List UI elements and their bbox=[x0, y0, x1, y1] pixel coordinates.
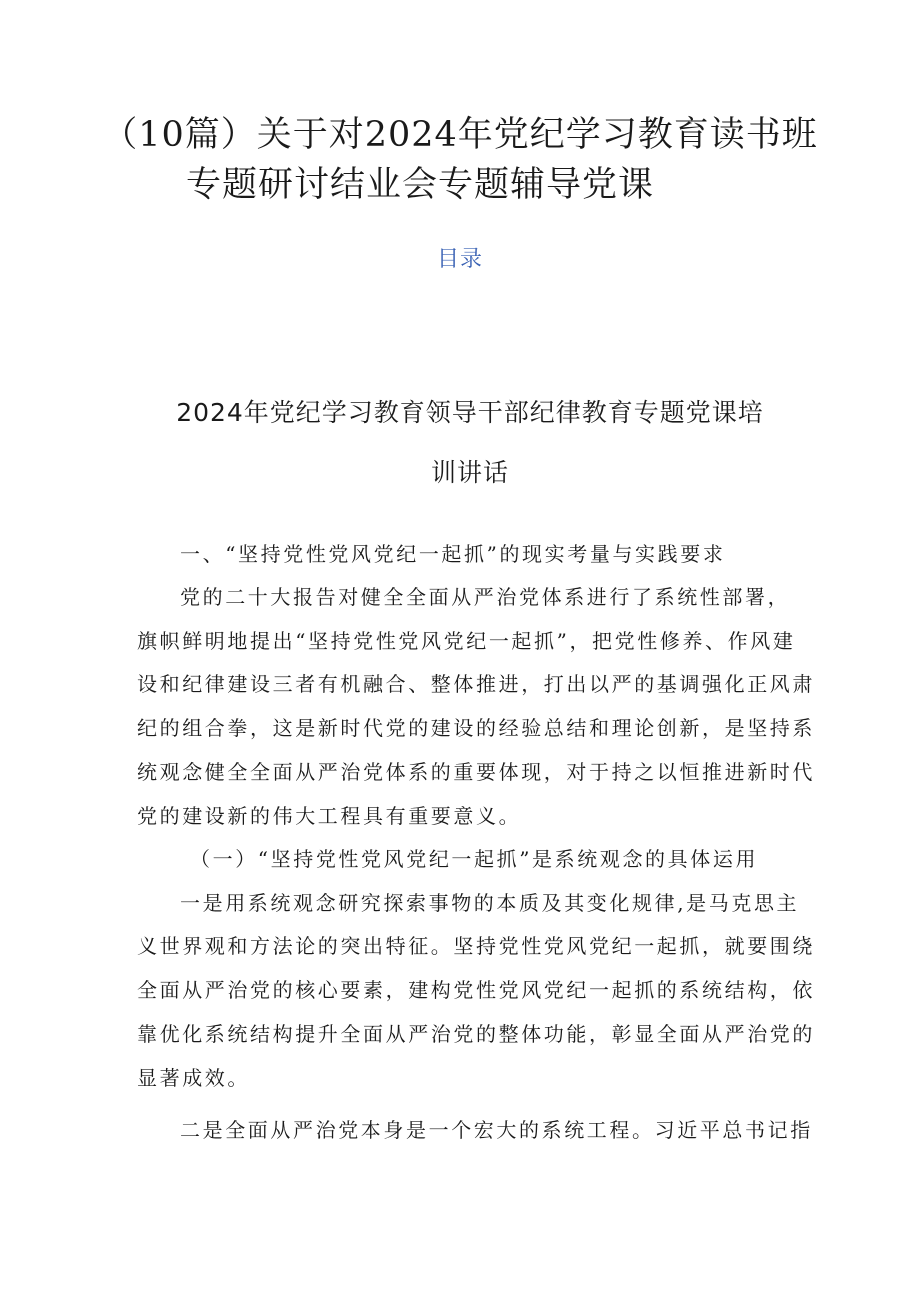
paragraph-line: 靠优化系统结构提升全面从严治党的整体功能，彰显全面从严治党的 bbox=[137, 1022, 815, 1046]
paragraph-line: 党的建设新的伟大工程具有重要意义。 bbox=[137, 804, 522, 828]
paragraph-line: 义世界观和方法论的突出特征。坚持党性党风党纪一起抓，就要围绕 bbox=[137, 934, 815, 958]
paragraph-line: 一是用系统观念研究探索事物的本质及其变化规律,是马克思主 bbox=[180, 891, 800, 915]
toc-label[interactable]: 目录 bbox=[436, 247, 483, 272]
paragraph-line: 全面从严治党的核心要素，建构党性党风党纪一起抓的系统结构，依 bbox=[137, 978, 815, 1002]
document-title-line-2: 专题研讨结业会专题辅导党课 bbox=[185, 165, 654, 205]
section-title-line-2: 训讲话 bbox=[430, 458, 509, 487]
paragraph-line: 统观念健全全面从严治党体系的重要体现，对于持之以恒推进新时代 bbox=[137, 760, 815, 784]
document-title-line-1: （10篇）关于对2024年党纪学习教育读书班 bbox=[102, 115, 818, 155]
paragraph-line: 党的二十大报告对健全全面从严治党体系进行了系统性部署， bbox=[180, 585, 791, 609]
paragraph-line: 二是全面从严治党本身是一个宏大的系统工程。习近平总书记指 bbox=[180, 1118, 813, 1142]
paragraph-line: 显著成效。 bbox=[137, 1066, 250, 1090]
section-title-line-1: 2024年党纪学习教育领导干部纪律教育专题党课培 bbox=[176, 398, 764, 427]
heading-line: 一、“坚持党性党风党纪一起抓”的现实考量与实践要求 bbox=[180, 542, 726, 566]
subheading-line: （一）“坚持党性党风党纪一起抓”是系统观念的具体运用 bbox=[190, 847, 759, 871]
paragraph-line: 设和纪律建设三者有机融合、整体推进，打出以严的基调强化正风肃 bbox=[137, 672, 815, 696]
paragraph-line: 旗帜鲜明地提出“坚持党性党风党纪一起抓”，把党性修养、作风建 bbox=[137, 629, 796, 653]
paragraph-line: 纪的组合拳，这是新时代党的建设的经验总结和理论创新，是坚持系 bbox=[137, 716, 815, 740]
